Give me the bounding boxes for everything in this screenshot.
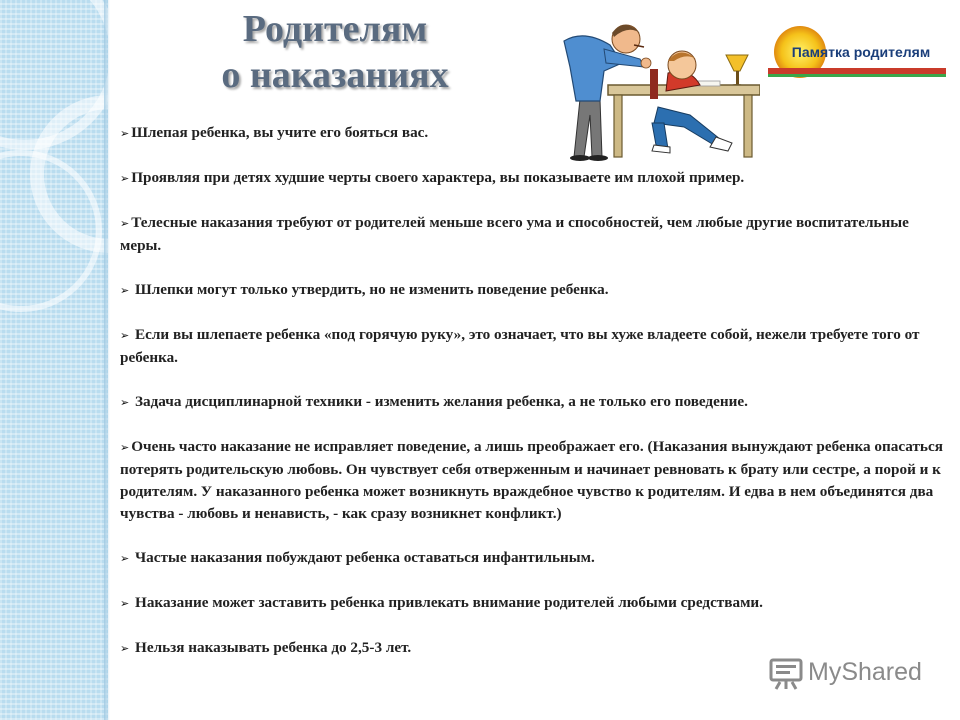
arrow-bullet-icon: ➢ [120,597,130,610]
logo-text: Памятка родителям [791,44,931,60]
paragraph-7 [120,436,950,525]
arrow-bullet-icon: ➢ [120,441,130,454]
slide-title-line2: о наказаниях [221,54,449,96]
watermark-text: MyShared [808,658,922,686]
paragraph-9 [120,592,950,615]
paragraph-6 [120,391,950,414]
myshared-watermark [768,656,938,692]
paragraph-1 [120,122,950,145]
arrow-bullet-icon: ➢ [120,284,130,297]
paragraph-text: Наказание может заставить ребенка привлекать внимание родителей любыми средствами. [131,594,763,611]
paragraph-text: Если вы шлепаете ребенка «под горячую руку», это означает, что вы хуже владеете собой, нежели требуете того от ребенка. [120,326,920,366]
paragraph-8 [120,547,950,570]
paragraph-3 [120,212,950,257]
paragraph-text: Проявляя при детях худшие черты своего характера, вы показываете им плохой пример. [131,169,745,186]
paragraph-5 [120,324,950,369]
content-area [120,122,950,682]
slide-title-line1: Родителям [242,8,428,50]
arrow-bullet-icon: ➢ [120,642,130,655]
slide-title [150,6,520,98]
arrow-bullet-icon: ➢ [120,396,130,409]
arrow-bullet-icon: ➢ [120,127,130,140]
parents-memo-logo [768,24,946,80]
arrow-bullet-icon: ➢ [120,217,130,230]
paragraph-text: Телесные наказания требуют от родителей меньше всего ума и способностей, чем любые другие воспитательные меры. [120,214,909,254]
arrow-bullet-icon: ➢ [120,329,130,342]
paragraph-text: Задача дисциплинарной техники - изменить желания ребенка, а не только его поведение. [131,393,748,410]
arrow-bullet-icon: ➢ [120,552,130,565]
paragraph-text: Очень часто наказание не исправляет поведение, а лишь преображает его. (Наказания вынуждают ребенка опасаться потерять родительскую любовь. Он чувствует себя отверженным и начинает ревновать к брату или сестре, а порой и к родителям. У наказанного ребенка может возникнуть враждебное чувство к родителям. И едва в нем объединятся два чувства - любовь и ненависть, - как сразу возникнет конфликт.) [120,438,943,522]
presentation-screen-icon [768,656,804,690]
paragraph-text: Шлепки могут только утвердить, но не изменить поведение ребенка. [131,281,609,298]
paragraph-text: Частые наказания побуждают ребенка оставаться инфантильным. [131,549,595,566]
paragraph-2 [120,167,950,190]
paragraph-text: Шлепая ребенка, вы учите его бояться вас. [131,124,429,141]
arrow-bullet-icon: ➢ [120,172,130,185]
paragraph-4 [120,279,950,302]
decorative-side-band [0,0,108,720]
band-edge [104,0,110,720]
paragraph-text: Нельзя наказывать ребенка до 2,5-3 лет. [131,639,412,656]
